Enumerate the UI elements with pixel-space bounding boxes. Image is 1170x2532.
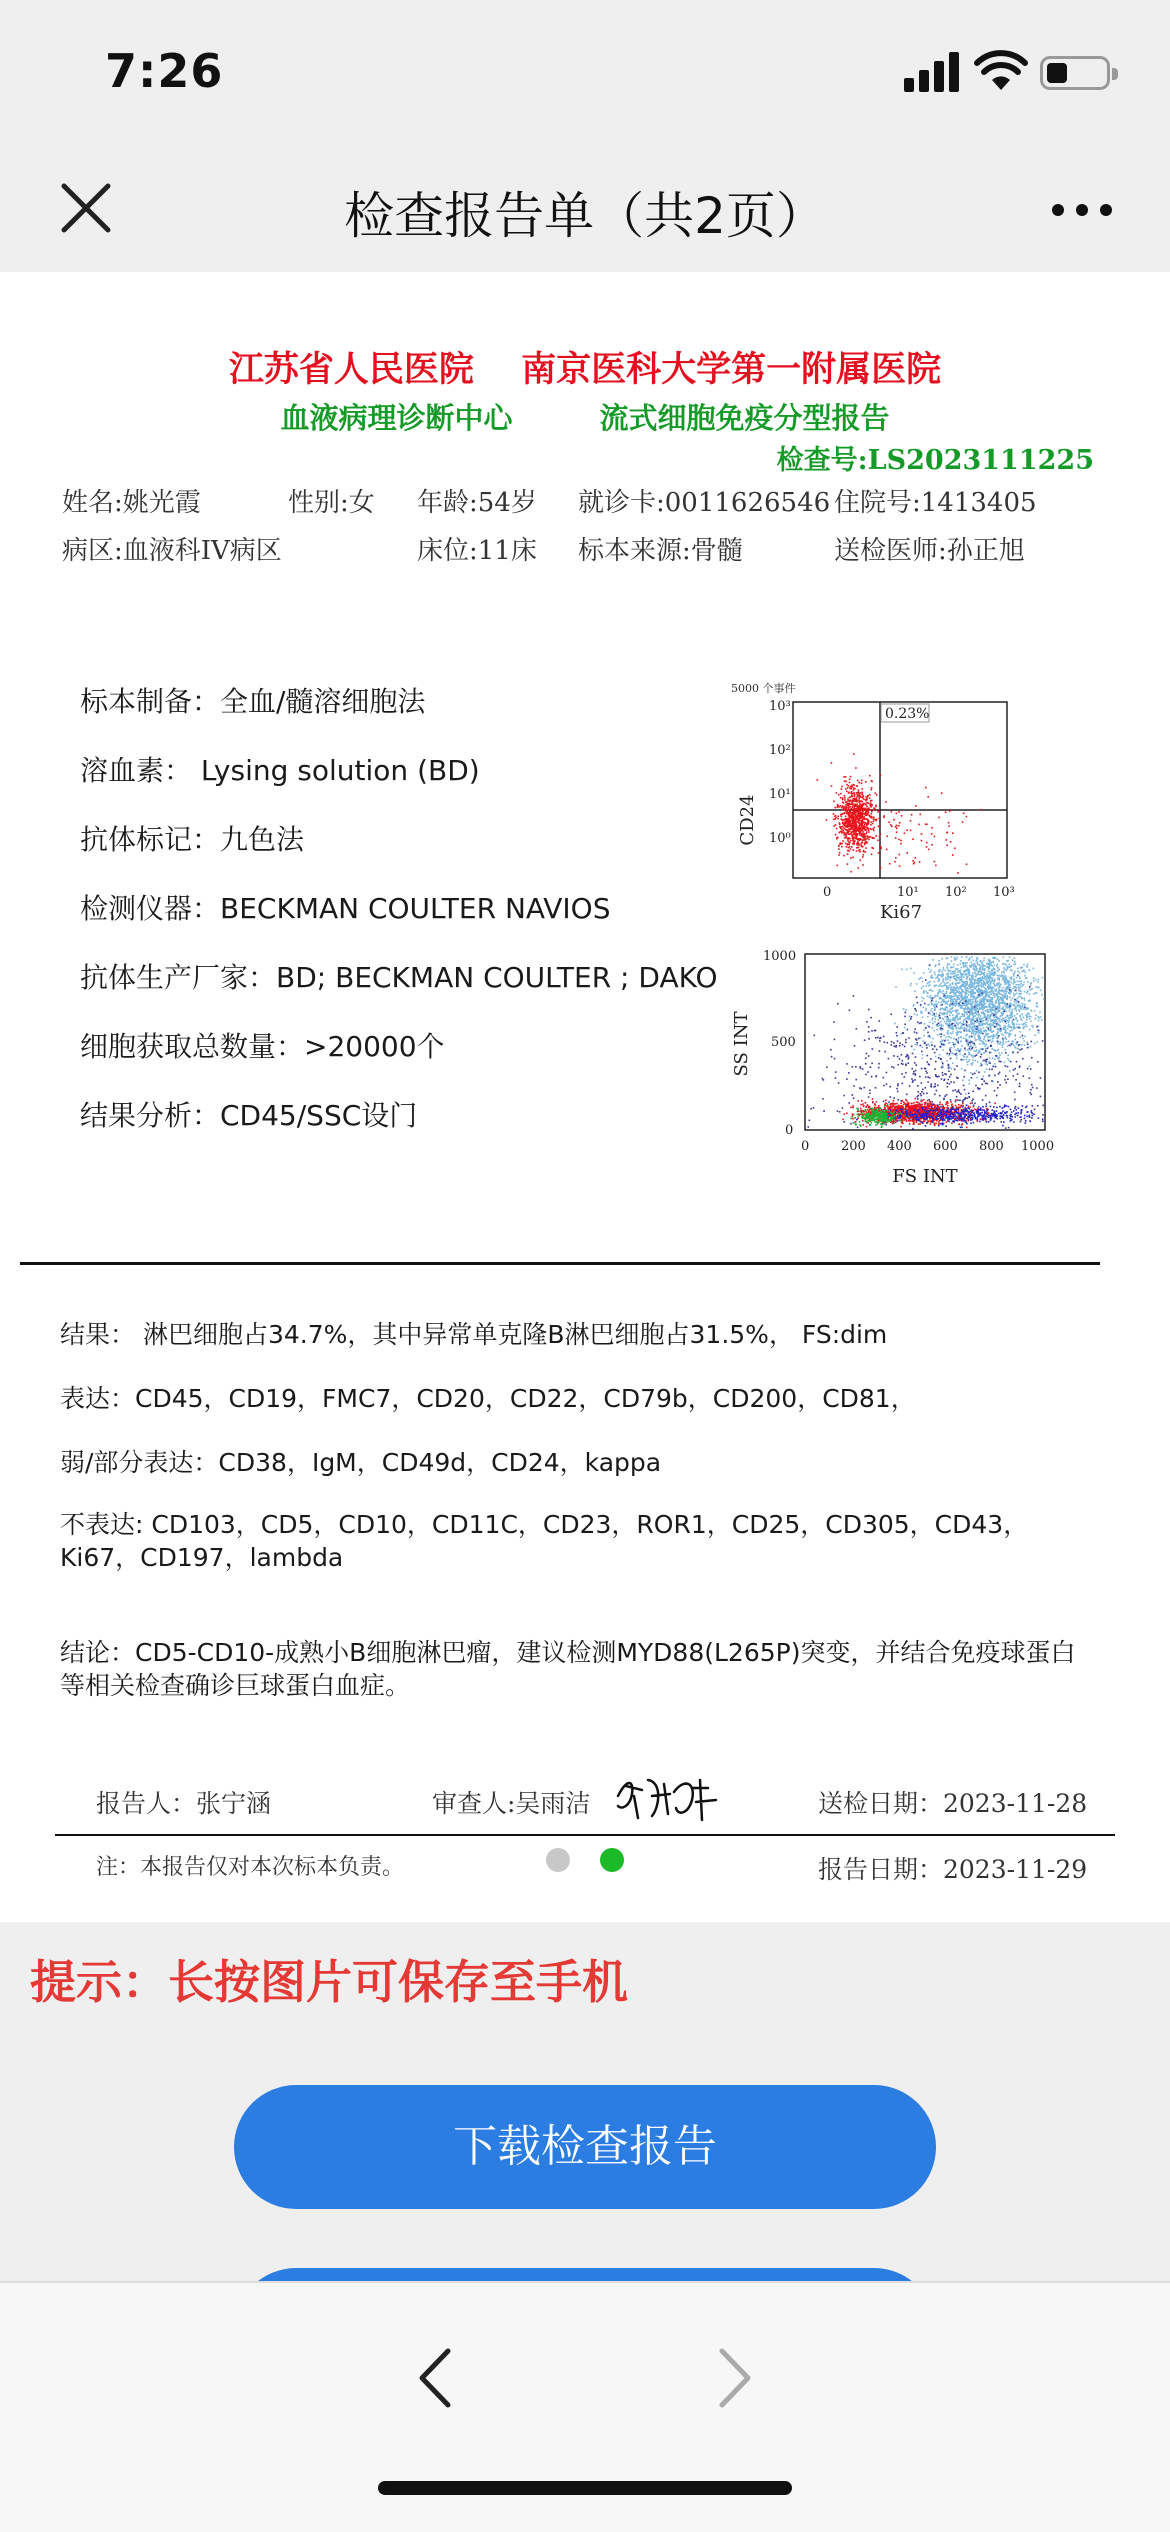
plot2-xtick: 0 xyxy=(801,1139,810,1154)
plot1-ylabel: CD24 xyxy=(737,794,758,846)
center-left: 血液病理诊断中心 xyxy=(280,401,513,435)
forward-arrow-icon[interactable] xyxy=(710,2343,760,2413)
patient-bed: 床位:11床 xyxy=(417,536,537,566)
report-center-line xyxy=(0,396,1170,437)
plot1-ytick: 10³ xyxy=(769,699,791,714)
check-number: 检查号:LS2023111225 xyxy=(776,445,1094,476)
negative-text: 不表达: CD103，CD5，CD10，CD11C，CD23，ROR1，CD25，CD305，CD43，Ki67，CD197，lambda xyxy=(60,1510,1029,1572)
prep-line: 检测仪器：BECKMAN COULTER NAVIOS xyxy=(80,892,611,925)
plot2-ylabel: SS INT xyxy=(731,1011,752,1077)
ss-fs-plot xyxy=(725,934,1065,1194)
patient-card: 就诊卡:0011626546 xyxy=(578,488,831,518)
plot2-xtick: 400 xyxy=(887,1139,912,1154)
cd24-ki67-plot xyxy=(725,680,1045,920)
referring-doctor: 送检医师:孙正旭 xyxy=(834,536,1025,566)
plot2-xtick: 1000 xyxy=(1021,1139,1055,1154)
plot2-ytick: 1000 xyxy=(763,949,797,964)
report-image[interactable] xyxy=(0,272,1170,1922)
back-arrow-icon[interactable] xyxy=(410,2343,460,2413)
plot1-events: 5000 个事件 xyxy=(731,682,796,695)
battery-icon xyxy=(1040,56,1110,90)
signature-line xyxy=(55,1834,1115,1836)
plot1-xtick: 10¹ xyxy=(897,885,919,900)
prep-line: 结果分析：CD45/SSC设门 xyxy=(80,1099,418,1132)
plot2-xtick: 800 xyxy=(979,1139,1004,1154)
report-date: 报告日期：2023-11-29 xyxy=(818,1855,1088,1884)
weak-express-text: 弱/部分表达：CD38，IgM，CD49d，CD24，kappa xyxy=(60,1448,662,1477)
conclusion-text: 结论：CD5-CD10-成熟小B细胞淋巴瘤，建议检测MYD88(L265P)突变，并结合免疫球蛋白等相关检查确诊巨球蛋白血症。 xyxy=(60,1638,1076,1700)
plot1-ytick: 10² xyxy=(769,743,791,758)
express-text: 表达：CD45，CD19，FMC7，CD20，CD22，CD79b，CD200，CD81， xyxy=(60,1384,916,1413)
patient-ward: 病区:血液科IV病区 xyxy=(62,536,282,566)
plot1-events-cloud xyxy=(817,753,982,874)
save-tip: 提示：长按图片可保存至手机 xyxy=(30,1955,628,2009)
patient-age: 年龄:54岁 xyxy=(417,488,537,518)
prep-line: 标本制备：全血/髓溶细胞法 xyxy=(80,685,426,718)
more-icon[interactable] xyxy=(1052,194,1116,224)
plot1-xtick: 0 xyxy=(823,885,832,900)
status-bar xyxy=(0,0,1170,150)
divider xyxy=(20,1262,1100,1265)
download-report-button[interactable]: 下载检查报告 xyxy=(234,2085,936,2209)
plot1-xlabel: Ki67 xyxy=(879,902,923,920)
reviewer: 审查人:吴雨洁 xyxy=(432,1789,591,1818)
prep-line: 抗体生产厂家：BD; BECKMAN COULTER ; DAKO xyxy=(80,961,718,994)
prep-line: 抗体标记：九色法 xyxy=(80,823,305,856)
sample-source: 标本来源:骨髓 xyxy=(578,536,743,566)
plot2-xtick: 600 xyxy=(933,1139,958,1154)
plot1-ytick: 10⁰ xyxy=(769,831,791,846)
result-text: 结果： 淋巴细胞占34.7%，其中异常单克隆B淋巴细胞占31.5%， FS:dim xyxy=(60,1320,888,1349)
report-note: 注：本报告仅对本次标本负责。 xyxy=(96,1855,405,1880)
prep-line: 溶血素： Lysing solution (BD) xyxy=(80,754,480,787)
hospital-name: 江苏省人民医院 南京医科大学第一附属医院 xyxy=(228,349,942,390)
signature-image xyxy=(612,1766,722,1828)
patient-gender: 性别:女 xyxy=(288,488,375,518)
plot2-xlabel: FS INT xyxy=(892,1166,958,1187)
wifi-icon xyxy=(974,48,1028,92)
plot1-xtick: 10³ xyxy=(993,885,1015,900)
patient-name: 姓名:姚光霞 xyxy=(62,488,201,518)
status-time: 7:26 xyxy=(105,44,224,98)
plot2-ytick: 0 xyxy=(785,1123,794,1138)
plot1-ytick: 10¹ xyxy=(769,787,791,802)
patient-inpatient: 住院号:1413405 xyxy=(834,488,1037,518)
plot2-xtick: 200 xyxy=(841,1139,866,1154)
center-right: 流式细胞免疫分型报告 xyxy=(599,401,890,435)
plot2-ytick: 500 xyxy=(771,1035,796,1050)
page-indicator-dot[interactable] xyxy=(546,1848,570,1872)
submit-date: 送检日期：2023-11-28 xyxy=(818,1789,1088,1818)
browser-bottom-bar xyxy=(0,2281,1170,2532)
plot2-events-cloud xyxy=(807,956,1044,1129)
nav-header xyxy=(0,150,1170,272)
page-indicator-dot-active[interactable] xyxy=(600,1848,624,1872)
plot1-xtick: 10² xyxy=(945,885,967,900)
home-indicator xyxy=(378,2481,792,2495)
prep-line: 细胞获取总数量：>20000个 xyxy=(80,1030,445,1063)
reporter: 报告人：张宁涵 xyxy=(96,1789,272,1818)
plot1-percent: 0.23% xyxy=(885,706,930,722)
page-title: 检查报告单（共2页） xyxy=(344,187,826,245)
signal-icon xyxy=(904,52,960,92)
